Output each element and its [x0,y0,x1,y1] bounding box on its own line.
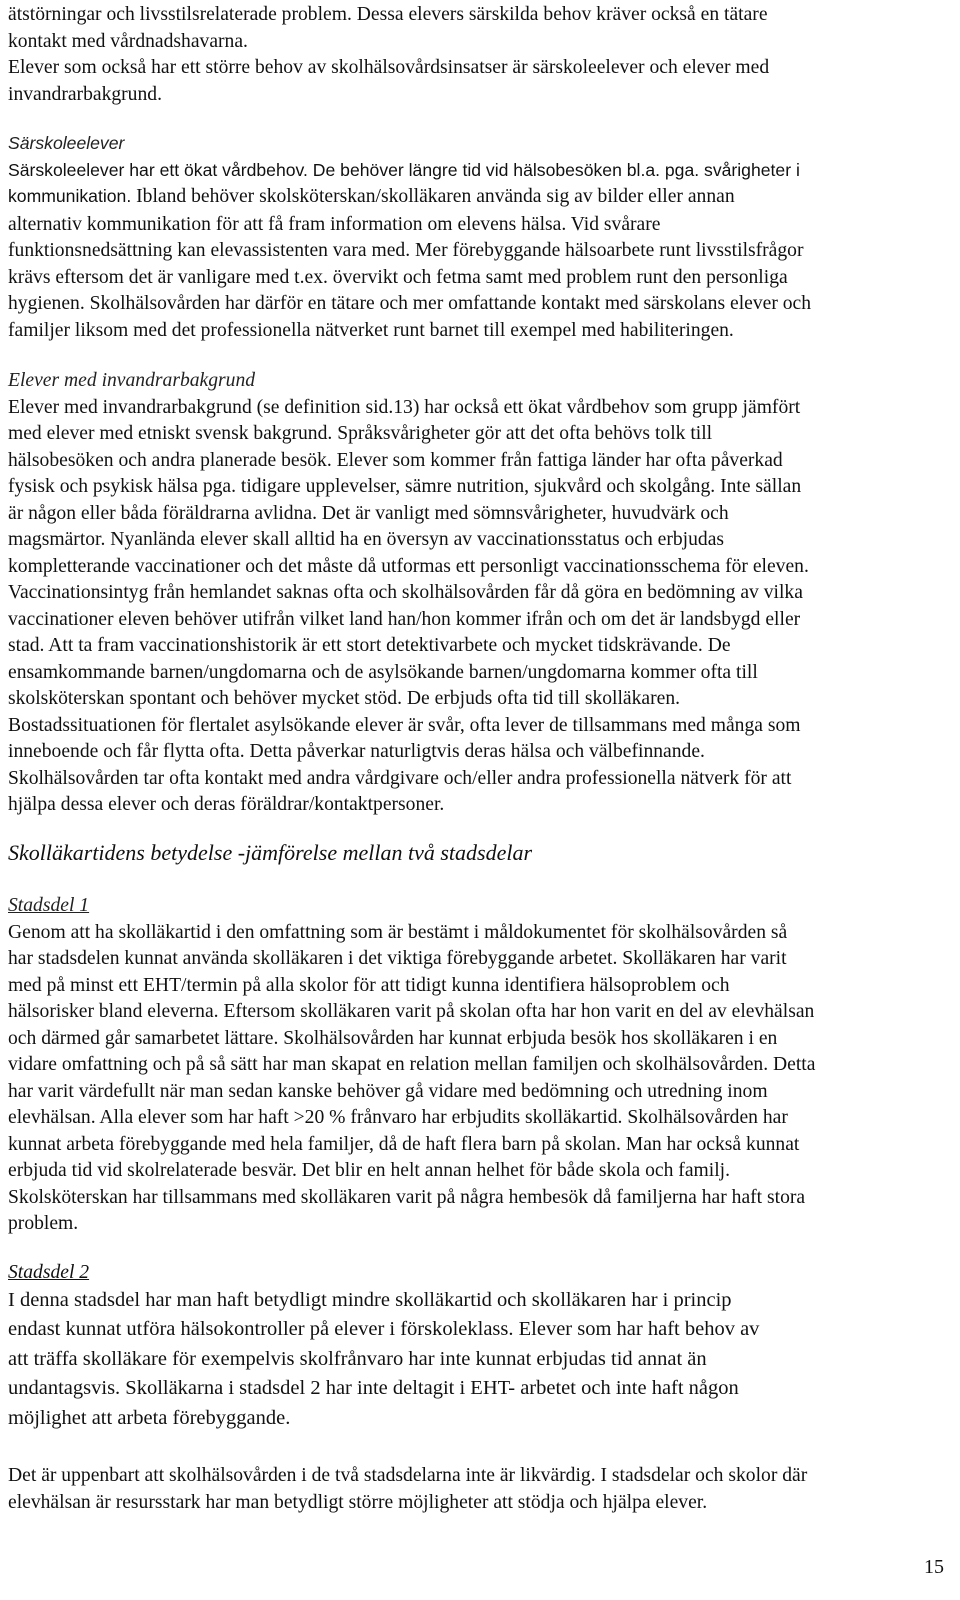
text-line: elevhälsan. Alla elever som har haft >20 % frånvaro har erbjudits skolläkartid. Skolhälsovården har [8,1107,788,1128]
text-line: med på minst ett EHT/termin på alla skolor för att tidigt kunna identifiera hälsoproblem och [8,974,730,996]
text-line: undantagsvis. Skolläkarna i stadsdel 2 har inte deltagit i EHT- arbetet och inte haft någon [8,1377,739,1400]
text-span: Ibland behöver skolsköterskan/skolläkaren använda sig av bilder eller annan [131,186,735,207]
section-stadsdel-2 [8,1260,759,1433]
text-line: Skolsköterskan har tillsammans med skolläkaren varit på några hembesök då familjerna har haft stora [8,1186,806,1208]
text-line: Det är uppenbart att skolhälsovården i de två stadsdelarna inte är likvärdig. I stadsdelar och skolor där [8,1465,808,1486]
text-line-mixed [8,183,811,212]
text-line: invandrarbakgrund. [8,83,162,105]
text-line: Elever som också har ett större behov av skolhälsovårdsinsatser är särskoleelever och elever med [8,57,770,78]
text-line: är någon eller båda föräldrarna avlidna. Det är vanligt med sömnsvårigheter, huvudvärk och [8,502,729,524]
text-line: vidare omfattning och på så sätt har man skapat en relation mellan familjen och skolhälsovården. Detta [8,1054,816,1075]
text-line: kunnat arbeta förebyggande med hela familjer, då de haft flera barn på skolan. Man har också kunnat [8,1133,800,1155]
text-line: skolsköterskan spontant och behöver mycket stöd. De erbjuds ofta tid till skolläkaren. [8,688,681,709]
text-line: möjlighet att arbeta förebyggande. [8,1406,291,1429]
text-line: ätstörningar och livsstilsrelaterade problem. Dessa elevers särskilda behov kräver också en tätare [8,4,768,25]
text-line: magsmärtor. Nyanlända elever skall alltid ha en översyn av vaccinationsstatus och erbjudas [8,529,725,550]
text-line: familjer liksom med det professionella nätverket runt barnet till exempel med habiliteringen. [8,319,734,341]
text-line: kontakt med vårdnadshavarna. [8,30,248,52]
text-line: ensamkommande barnen/ungdomarna och de asylsökande barnen/ungdomarna kommer ofta till [8,661,758,683]
text-line: fysisk och psykisk hälsa pga. tidigare upplevelser, sämre nutrition, sjukvård och skolgång. Inte sällan [8,476,802,497]
section-sarskoleelever [8,130,811,344]
text-line: med elever med etniskt svensk bakgrund. Språksvårigheter gör att det ofta behövs tolk till [8,423,713,444]
chapter-heading: Skolläkartidens betydelse -jämförelse mellan två stadsdelar [8,840,533,865]
text-line: Elever med invandrarbakgrund (se definition sid.13) har också ett ökat vårdbehov som grupp jämfört [8,396,801,418]
text-line: och därmed går samarbetet lättare. Skolhälsovården har kunnat erbjuda besök hos skolläkaren i en [8,1027,778,1049]
text-line: Bostadssituationen för flertalet asylsökande elever är svår, ofta lever de tillsammans med många som [8,714,801,736]
text-line: stad. Att ta fram vaccinationshistorik är ett stort detektivarbete och mycket tidskrävande. De [8,635,731,656]
section-heading: Särskoleelever [8,133,125,153]
text-line: vaccinationer eleven behöver utifrån vilket land han/hon kommer ifrån och om det är landsbygd eller [8,608,801,630]
section-heading: Stadsdel 2 [8,1262,90,1283]
text-line: endast kunnat utföra hälsokontroller på elever i förskoleklass. Elever som har haft behov av [8,1318,760,1341]
text-line: hälsorisker bland eleverna. Eftersom skolläkaren varit på skolan ofta har hon varit en del av elevhälsan [8,1001,815,1022]
text-line: elevhälsan är resursstark har man betydligt större möjligheter att stödja och hjälpa elever. [8,1491,708,1513]
text-line: funktionsnedsättning kan elevassistenten vara med. Mer förebyggande hälsoarbete runt livsstilsfrågor [8,240,804,261]
text-line: I denna stadsdel har man haft betydligt mindre skolläkartid och skolläkaren har i princip [8,1289,732,1311]
intro-paragraph [8,2,769,108]
text-line: Genom att ha skolläkartid i den omfattning som är bestämt i måldokumentet för skolhälsovården så [8,921,788,943]
conclusion-paragraph [8,1463,807,1516]
text-line: erbjuda tid vid skolrelaterade besvär. Det blir en helt annan helhet för både skola och familj. [8,1160,730,1181]
text-line: Skolhälsovården tar ofta kontakt med andra vårdgivare och/eller andra professionella nätverk för att [8,767,792,789]
text-line: hygienen. Skolhälsovården har därför en tätare och mer omfattande kontakt med särskolans elever och [8,293,812,314]
text-line: alternativ kommunikation för att få fram information om elevens hälsa. Vid svårare [8,213,661,235]
section-heading: Stadsdel 1 [8,895,90,916]
text-line: har stadsdelen kunnat använda skolläkaren i det viktiga förebyggande arbetet. Skolläkaren har varit [8,948,787,969]
text-line: har varit värdefullt när man sedan kanske behöver gå vidare med bedömning och utredning inom [8,1080,768,1102]
text-line: hjälpa dessa elever och deras föräldrar/kontaktpersoner. [8,794,445,815]
section-stadsdel-1 [8,893,815,1238]
text-line: inneboende och får flytta ofta. Detta påverkar naturligtvis deras hälsa och välbefinnande. [8,741,705,762]
text-line: krävs eftersom det är vanligare med t.ex. övervikt och fetma samt med problem runt den personliga [8,266,788,288]
text-line: Vaccinationsintyg från hemlandet saknas ofta och skolhälsovården får då göra en bedömning av vilka [8,582,803,603]
section-invandrarbakgrund [8,368,809,819]
text-line: problem. [8,1213,79,1234]
page-number: 15 [924,1556,944,1578]
text-line: Särskoleelever har ett ökat vårdbehov. De behöver längre tid vid hälsobesöken bl.a. pga. svårigheter i [8,159,800,180]
text-line: hälsobesöken och andra planerade besök. Elever som kommer från fattiga länder har ofta påverkad [8,449,783,471]
text-line: kompletterande vaccinationer och det måste då utformas ett personligt vaccinationsschema för eleven. [8,555,809,577]
text-line: att träffa skolläkare för exempelvis skolfrånvaro har inte kunnat erbjudas tid annat än [8,1347,707,1370]
section-heading: Elever med invandrarbakgrund [8,370,256,391]
text-span: kommunikation. [8,186,132,206]
